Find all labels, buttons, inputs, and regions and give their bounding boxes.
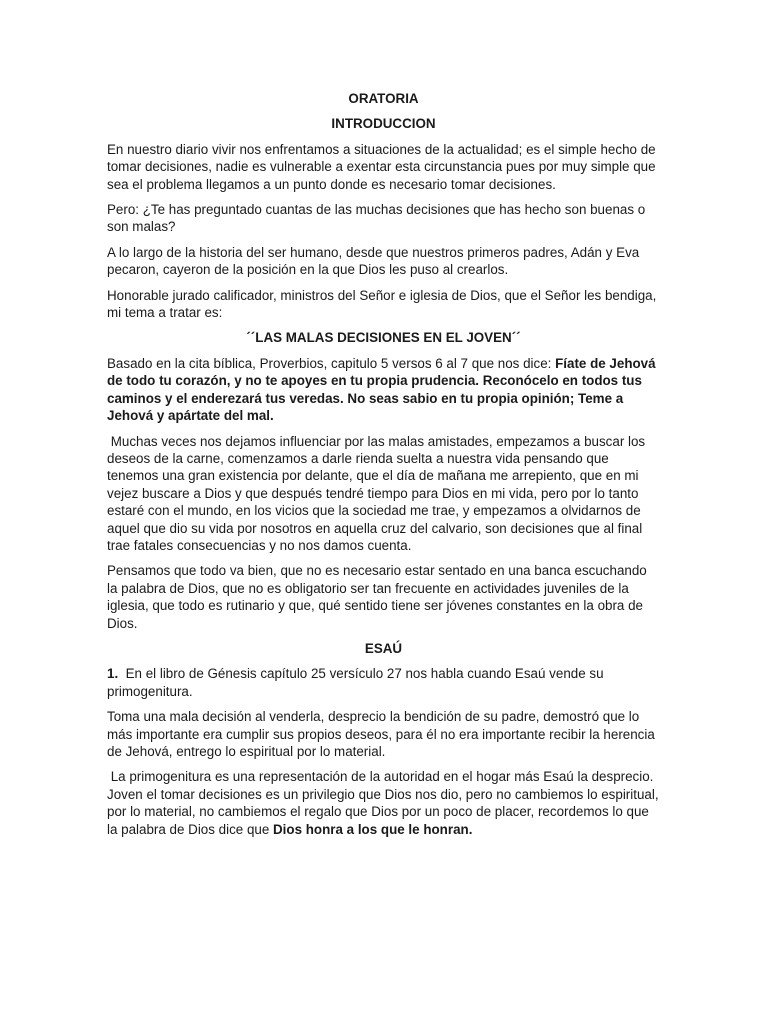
paragraph-birthright	[107, 768, 663, 838]
paragraph-thinking: Pensamos que todo va bien, que no es necesario estar sentado en una banca escuchando la palabra de Dios, que no es obligatorio ser tan frecuente en actividades juveniles de la iglesia, que todo es rutinario y que, qué sentido tiene ser jóvenes constantes en la obra de Dios.	[107, 563, 647, 631]
document-subtitle: INTRODUCCION	[331, 116, 436, 132]
paragraph-influence: Muchas veces nos dejamos influenciar por las malas amistades, empezamos a buscar los deseos de la carne, comenzamos a darle rienda suelta a nuestra vida pensando que tenemos una gran existencia por delante, que el día de mañana me arrepiento, que en mi vejez buscare a Dios y que después tendré tiempo para Dios en mi vida, pero por lo tanto estaré con el mundo, en los vicios que la sociedad me trae, y empezamos a olvidarnos de aquel que dio su vida por nosotros en aquella cruz del calvario, son decisiones que al final trae fatales consecuencias y no nos damos cuenta.	[107, 433, 649, 553]
paragraph-bible-citation	[107, 355, 660, 425]
paragraph-greeting: Honorable jurado calificador, ministros del Señor e iglesia de Dios, que el Señor les bendiga, mi tema a tratar es:	[107, 287, 657, 321]
document-title: ORATORIA	[348, 91, 419, 106]
honor-quote: Dios honra a los que le honran.	[273, 821, 473, 837]
paragraph-history: A lo largo de la historia del ser humano, desde que nuestros primeros padres, Adán y Eva pecaron, cayeron de la posición en la que Dios les puso al crearlos.	[107, 244, 640, 278]
paragraph-genesis	[107, 665, 660, 700]
paragraph-intro: En nuestro diario vivir nos enfrentamos a situaciones de la actualidad; es el simple hecho de tomar decisiones, nadie es vulnerable a exentar esta circunstancia pues por muy simple que sea el problema llegamos a un punto donde es necesario tomar decisiones.	[107, 141, 656, 192]
paragraph-bad-decision: Toma una mala decisión al venderla, desprecio la bendición de su padre, demostró que lo más importante era cumplir sus propios deseos, para él no era importante recibir la herencia de Jehová, entrego lo espiritual por lo material.	[107, 709, 655, 759]
birthright-text: La primogenitura es una representación de la autoridad en el hogar más Esaú la desprecio. Joven el tomar decisiones es un privilegio que Dios nos dio, pero no cambiemos lo espiritual, por lo material, no cambiemos el regalo que Dios por un poco de placer, recordemos lo que la palabra de Dios dice que	[107, 769, 663, 837]
list-number: 1.	[107, 666, 119, 682]
genesis-text: En el libro de Génesis capítulo 25 versículo 27 nos habla cuando Esaú vende su primogenitura.	[107, 666, 608, 699]
citation-verse-text: Fíate de Jehová de todo tu corazón, y no te apoyes en tu propia prudencia. Reconócelo en todos tus caminos y el enderezará tus veredas. No seas sabio en tu propia opinión; Teme a Jehová y apártate del mal.	[107, 355, 656, 424]
paragraph-question: Pero: ¿Te has preguntado cuantas de las muchas decisiones que has hecho son buenas o son malas?	[107, 202, 646, 235]
citation-intro-text: Basado en la cita bíblica, Proverbios, capitulo 5 versos 6 al 7 que nos dice:	[107, 355, 556, 371]
theme-title: ´´LAS MALAS DECISIONES EN EL JOVEN´´	[246, 330, 521, 346]
document-page	[107, 90, 663, 846]
section-title-esau: ESAÚ	[364, 640, 403, 656]
